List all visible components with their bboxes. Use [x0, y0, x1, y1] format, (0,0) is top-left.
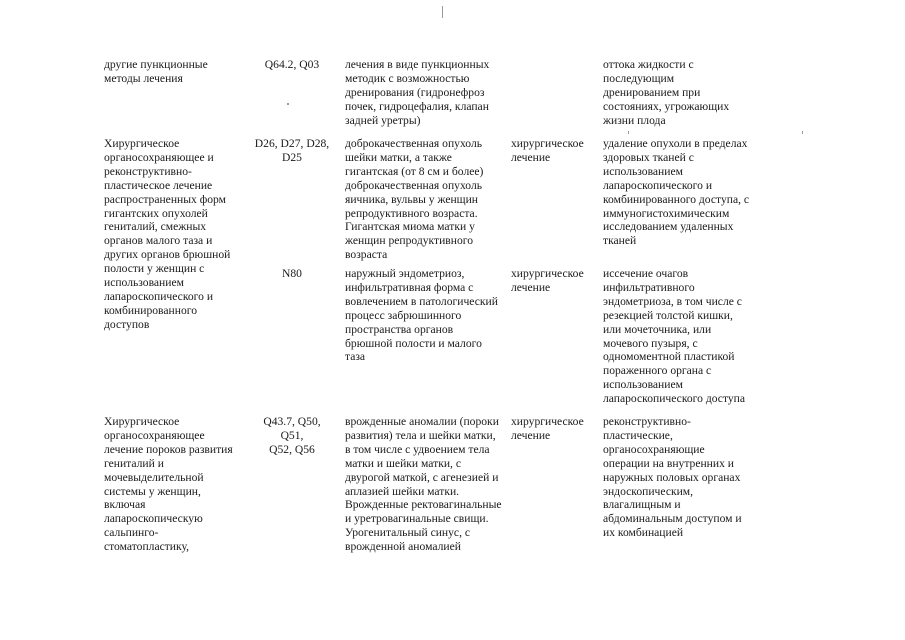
row-1-codes: D26, D27, D28, D25: [254, 137, 330, 164]
scan-dot: [802, 131, 803, 134]
scan-dot: [628, 131, 629, 134]
row-3-codes: Q43.7, Q50, Q51, Q52, Q56: [263, 415, 321, 456]
row-3-type: хирургическое лечение: [511, 415, 584, 442]
row-0-model: лечения в виде пункционных методик с возможностью дренирования (гидронефроз почек, гидроцефалия, клапан задней уретры): [345, 58, 490, 127]
row-2-method: иссечение очагов инфильтративного эндометриоза, в том числе с резекцией толстой кишки, или мочеточника, или мочевого пузыря, с одномоментной пластикой пораженного органа с использованием лапароскопического доступа: [603, 267, 746, 406]
row-0-codes: Q64.2, Q03: [264, 58, 320, 71]
row-1-name: Хирургическое органосохраняющее и реконструктивно- пластическое лечение распространенных форм гигантских опухолей гениталий, смежных органов малого таза и других органов брюшной полости у женщин с использованием лапароскопического и комбинированного доступов: [104, 137, 231, 331]
row-0-name: другие пункционные методы лечения: [104, 58, 208, 85]
row-2-model: наружный эндометриоз, инфильтративная форма с вовлечением в патологический процесс забрюшинного пространства органов брюшной полости и малого таза: [345, 267, 498, 364]
scan-artifact-top: [442, 6, 443, 18]
row-0-method: оттока жидкости с последующим дренированием при состояниях, угрожающих жизни плода: [603, 58, 730, 127]
row-2-codes: N80: [282, 267, 302, 280]
row-3-method: реконструктивно- пластические, органосохраняющие операции на внутренних и наружных половых органах эндоскопическим, влагалищным и абдоминальным доступом и их комбинацией: [603, 415, 742, 540]
row-1-type: хирургическое лечение: [511, 137, 584, 164]
row-3-name: Хирургическое органосохраняющее лечение пороков развития гениталий и мочевыделительной системы у женщин, включая лапароскопическую сальпинго- стоматопластику,: [104, 415, 233, 554]
scan-dot: [287, 103, 289, 105]
row-3-model: врожденные аномалии (пороки развития) тела и шейки матки, в том числе с удвоением тела матки и шейки матки, с двурогой маткой, с агенезией и аплазией шейки матки. Врожденные ректовагинальные и уретровагинальные свищи. Урогенитальный синус, с врожденной аномалией: [345, 415, 502, 554]
row-2-type: хирургическое лечение: [511, 267, 584, 294]
row-1-model: доброкачественная опухоль шейки матки, а также гигантская (от 8 см и более) доброкачественная опухоль яичника, вульвы у женщин репродуктивного возраста. Гигантская миома матки у женщин репродуктивного возраста: [345, 137, 484, 262]
row-1-method: удаление опухоли в пределах здоровых тканей с использованием лапароскопического и комбинированного доступа, с иммуногистохимическим исследованием удаленных тканей: [603, 137, 750, 248]
